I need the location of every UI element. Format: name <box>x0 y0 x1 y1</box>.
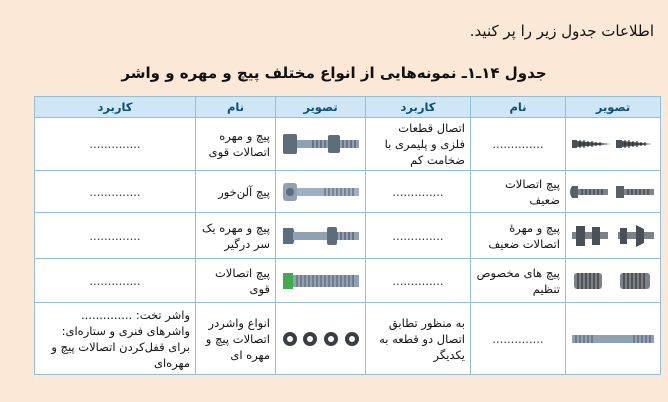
table-row <box>35 171 661 213</box>
name-cell: پیچ و مهره اتصالات قوی <box>196 118 276 171</box>
header-use-right: کاربرد <box>366 97 471 118</box>
use-cell: .............. <box>366 259 471 303</box>
instruction-text: اطلاعات جدول زیر را پر کنید. <box>469 22 654 40</box>
hex-bolt-nut-icon <box>276 118 366 171</box>
name-cell: .............. <box>471 118 566 171</box>
use-cell: .............. <box>35 118 196 171</box>
header-image-left: تصویر <box>276 97 366 118</box>
table-row <box>35 303 661 375</box>
round-head-bolt-nut-icon <box>276 213 366 259</box>
name-cell: پیچ و مهرهٔ اتصالات ضعیف <box>471 213 566 259</box>
use-cell: واشر تخت: .............. واشرهای فنری و ستاره‌ای: برای قفل‌کردن اتصالات پیچ و مهره‌ای <box>35 303 196 375</box>
table-header-row <box>35 97 661 118</box>
wood-screws-icon <box>566 118 661 171</box>
threaded-rod-green-icon <box>276 259 366 303</box>
use-cell: .............. <box>366 171 471 213</box>
wing-nut-screws-icon <box>566 213 661 259</box>
name-cell: پیچ و مهره یک سر درگیر <box>196 213 276 259</box>
name-cell: پیچ اتصالات ضعیف <box>471 171 566 213</box>
table-row <box>35 118 661 171</box>
use-cell: .............. <box>35 259 196 303</box>
slotted-screws-icon <box>566 171 661 213</box>
set-screws-icon <box>566 259 661 303</box>
table-title: جدول ۱۴ـ۱ـ نمونه‌هایی از انواع مختلف پیچ و مهره و واشر <box>121 64 547 82</box>
use-cell: .............. <box>35 213 196 259</box>
name-cell: انواع واشردر اتصالات پیچ و مهره ای <box>196 303 276 375</box>
name-cell: پیچ اتصالات قوی <box>196 259 276 303</box>
header-use-left: کاربرد <box>35 97 196 118</box>
header-image-right: تصویر <box>566 97 661 118</box>
washers-icon <box>276 303 366 375</box>
name-cell: پیچ های مخصوص تنظیم <box>471 259 566 303</box>
name-cell: پیچ آلن‌خور <box>196 171 276 213</box>
use-cell: به منظور تطابق اتصال دو قطعه به یکدیگر <box>366 303 471 375</box>
header-name-left: نام <box>196 97 276 118</box>
stud-rod-icon <box>566 303 661 375</box>
header-name-right: نام <box>471 97 566 118</box>
name-cell: .............. <box>471 303 566 375</box>
use-cell: .............. <box>366 213 471 259</box>
use-cell: .............. <box>35 171 196 213</box>
use-cell: اتصال قطعات فلزی و پلیمری با ضخامت کم <box>366 118 471 171</box>
allen-bolt-icon <box>276 171 366 213</box>
table-row <box>35 213 661 259</box>
fasteners-table <box>34 96 661 375</box>
table-row <box>35 259 661 303</box>
